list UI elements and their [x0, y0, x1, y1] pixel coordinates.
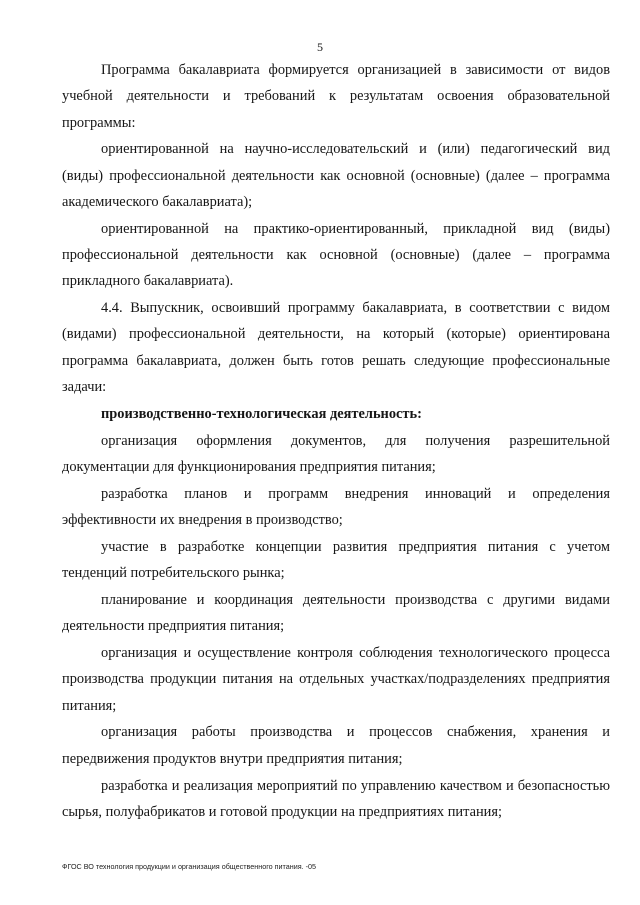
task-item: организация оформления документов, для получения разрешительной документации для функционирования предприятия питания;: [62, 432, 610, 475]
task-item: разработка и реализация мероприятий по управлению качеством и безопасностью сырья, полуфабрикатов и готовой продукции на предприятиях питания;: [62, 777, 610, 820]
task-item: разработка планов и программ внедрения инноваций и определения эффективности их внедрения в производство;: [62, 485, 610, 529]
task-item: участие в разработке концепции развития предприятия питания с учетом тенденций потребительского рынка;: [62, 538, 610, 582]
paragraph-graduate-tasks: 4.4. Выпускник, освоивший программу бакалавриата, в соответствии с видом (видами) профессиональной деятельности, на который (которые) ориентирована программа бакалавриата, должен быть готов решать следующие профессиональные задачи:: [62, 300, 610, 396]
task-item: организация работы производства и процессов снабжения, хранения и передвижения продуктов внутри предприятия питания;: [62, 724, 610, 767]
section-heading-production: производственно-технологическая деятельность:: [101, 405, 422, 422]
paragraph-applied-bachelor: ориентированной на практико-ориентированный, прикладной вид (виды) профессиональной деятельности как основной (основные) (далее – программа прикладного бакалавриата).: [62, 220, 610, 290]
footer-standard-reference: ФГОС ВО технология продукции и организация общественного питания. -05: [62, 862, 317, 871]
page-number: 5: [317, 40, 323, 54]
paragraph-program-formation: Программа бакалавриата формируется организацией в зависимости от видов учебной деятельности и требований к результатам освоения образовательной программы:: [62, 62, 610, 131]
task-item: планирование и координация деятельности производства с другими видами деятельности предприятия питания;: [62, 591, 610, 635]
task-item: организация и осуществление контроля соблюдения технологического процесса производства продукции питания на отдельных участках/подразделениях предприятия питания;: [62, 645, 610, 714]
document-body: [62, 57, 610, 826]
paragraph-academic-bachelor: ориентированной на научно-исследовательский и (или) педагогический вид (виды) профессиональной деятельности как основной (основные) (далее – программа академического бакалавриата);: [62, 141, 610, 210]
